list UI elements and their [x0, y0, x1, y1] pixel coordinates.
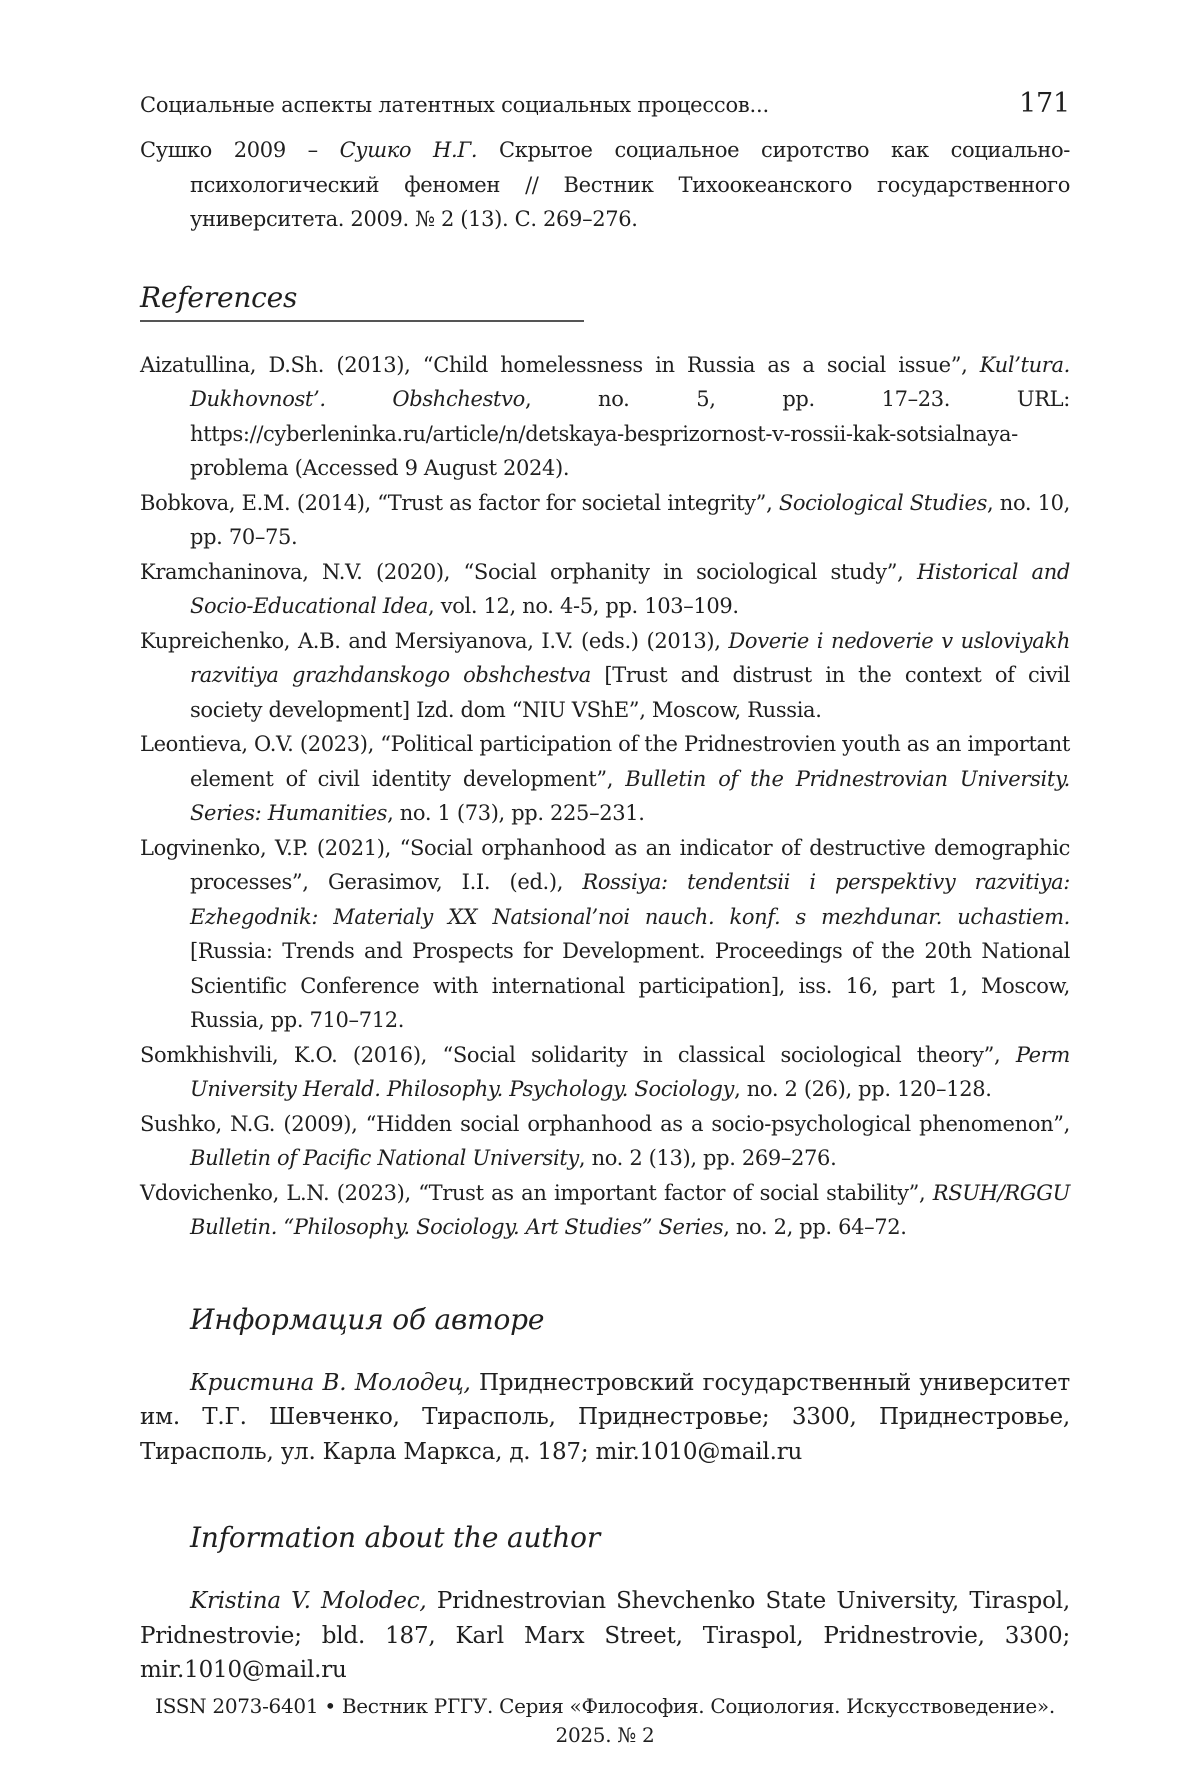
footer-journal-line: ISSN 2073-6401 • Вестник РГГУ. Серия «Философия. Социология. Искусствоведение». — [140, 1692, 1070, 1721]
author-affiliation-ru: Приднестровский государственный университет им. Т.Г. Шевченко, Тирасполь, Приднестровье; 3300, Приднестровье, Тирасполь, ул. Карла Маркса, д. 187; mir.1010@mail.ru — [140, 1370, 1070, 1465]
ru-reference-key: Сушко 2009 – — [140, 138, 340, 162]
reference-source: Rossiya: tendentsii i perspektivy razvitiya: Ezhegodnik: Materialy XX Natsional’noi nauch. konf. s mezhdunar. uchastiem. — [190, 870, 1070, 929]
reference-text: Aizatullina, D.Sh. (2013), “Child homelessness in Russia as a social issue”, — [140, 353, 980, 377]
reference-source: Bulletin of the Pridnestrovian University. Series: Humanities — [190, 767, 1070, 826]
reference-text: Bobkova, E.M. (2014), “Trust as factor for societal integrity”, — [140, 491, 779, 515]
ru-reference — [140, 133, 1070, 237]
reference-details: , no. 10, pp. 70–75. — [190, 491, 1070, 550]
reference-text: Somkhishvili, K.O. (2016), “Social solidarity in classical sociological theory”, — [140, 1043, 1016, 1067]
author-affiliation-en: Pridnestrovian Shevchenko State University, Tiraspol, Pridnestrovie; bld. 187, Karl Marx Street, Tiraspol, Pridnestrovie, 3300; mir.1010@mail.ru — [140, 1588, 1070, 1683]
ru-reference-author: Сушко Н.Г. — [340, 138, 478, 162]
reference-details: , no. 2 (26), pp. 120–128. — [734, 1077, 991, 1101]
reference-source: Perm University Herald. Philosophy. Psychology. Sociology — [190, 1043, 1070, 1102]
reference-item — [140, 727, 1070, 831]
ru-reference-text: Скрытое социальное сиротство как социально-психологический феномен // Вестник Тихоокеанского государственного университета. 2009. № 2 (13). С. 269–276. — [190, 138, 1070, 231]
author-name-en: Kristina V. Molodec, — [190, 1588, 427, 1614]
reference-text: Logvinenko, V.P. (2021), “Social orphanhood as an indicator of destructive demographic processes”, Gerasimov, I.I. (ed.), — [140, 836, 1070, 895]
reference-item — [140, 1107, 1070, 1176]
author-info-ru-heading: Информация об авторе — [140, 1303, 1070, 1336]
reference-source: RSUH/RGGU Bulletin. “Philosophy. Sociology. Art Studies” Series — [190, 1181, 1070, 1240]
author-info-ru — [140, 1366, 1070, 1470]
reference-item — [140, 831, 1070, 1038]
reference-source: Bulletin of Pacific National University — [190, 1146, 579, 1170]
running-head — [140, 88, 1070, 119]
reference-item — [140, 1176, 1070, 1245]
page-number: 171 — [1019, 88, 1070, 119]
reference-source: Sociological Studies — [779, 491, 987, 515]
reference-source: Kul’tura. Dukhovnost’. Obshchestvo — [190, 353, 1070, 412]
references-heading: References — [140, 281, 584, 322]
reference-details: , vol. 12, no. 4-5, pp. 103–109. — [428, 594, 739, 618]
reference-text: Vdovichenko, L.N. (2023), “Trust as an important factor of social stability”, — [140, 1181, 933, 1205]
reference-text: Leontieva, O.V. (2023), “Political participation of the Pridnestrovien youth as an important element of civil identity development”, — [140, 732, 1070, 791]
reference-details: [Russia: Trends and Prospects for Development. Proceedings of the 20th National Scientific Conference with international participation], iss. 16, part 1, Moscow, Russia, pp. 710–712. — [190, 939, 1070, 1032]
author-name-ru: Кристина В. Молодец, — [190, 1370, 471, 1396]
reference-item — [140, 348, 1070, 486]
references-list — [140, 348, 1070, 1245]
reference-item — [140, 486, 1070, 555]
reference-text: Kupreichenko, A.B. and Mersiyanova, I.V. (eds.) (2013), — [140, 629, 728, 653]
author-info-en — [140, 1584, 1070, 1688]
reference-details: , no. 2 (13), pp. 269–276. — [579, 1146, 836, 1170]
reference-details: , no. 1 (73), pp. 225–231. — [387, 801, 644, 825]
running-title: Социальные аспекты латентных социальных процессов... — [140, 93, 769, 117]
reference-text: Kramchaninova, N.V. (2020), “Social orphanity in sociological study”, — [140, 560, 917, 584]
reference-source: Historical and Socio-Educational Idea — [190, 560, 1070, 619]
reference-item — [140, 624, 1070, 728]
author-info-en-heading: Information about the author — [140, 1521, 1070, 1554]
reference-details: , no. 5, pp. 17–23. URL: https://cyberleninka.ru/article/n/detskaya-besprizornost-v-rossii-kak-sotsialnaya-problema (Accessed 9 August 2024). — [190, 387, 1070, 480]
reference-source: Doverie i nedoverie v usloviyakh razvitiya grazhdanskogo obshchestva — [190, 629, 1070, 688]
page-footer — [140, 1692, 1070, 1750]
page — [140, 88, 1070, 1688]
reference-details: [Trust and distrust in the context of civil society development] Izd. dom “NIU VShE”, Moscow, Russia. — [190, 663, 1070, 722]
reference-item — [140, 1038, 1070, 1107]
footer-issue-line: 2025. № 2 — [140, 1721, 1070, 1750]
reference-item — [140, 555, 1070, 624]
reference-details: , no. 2, pp. 64–72. — [723, 1215, 906, 1239]
reference-text: Sushko, N.G. (2009), “Hidden social orphanhood as a socio-psychological phenomenon”, — [140, 1112, 1070, 1136]
